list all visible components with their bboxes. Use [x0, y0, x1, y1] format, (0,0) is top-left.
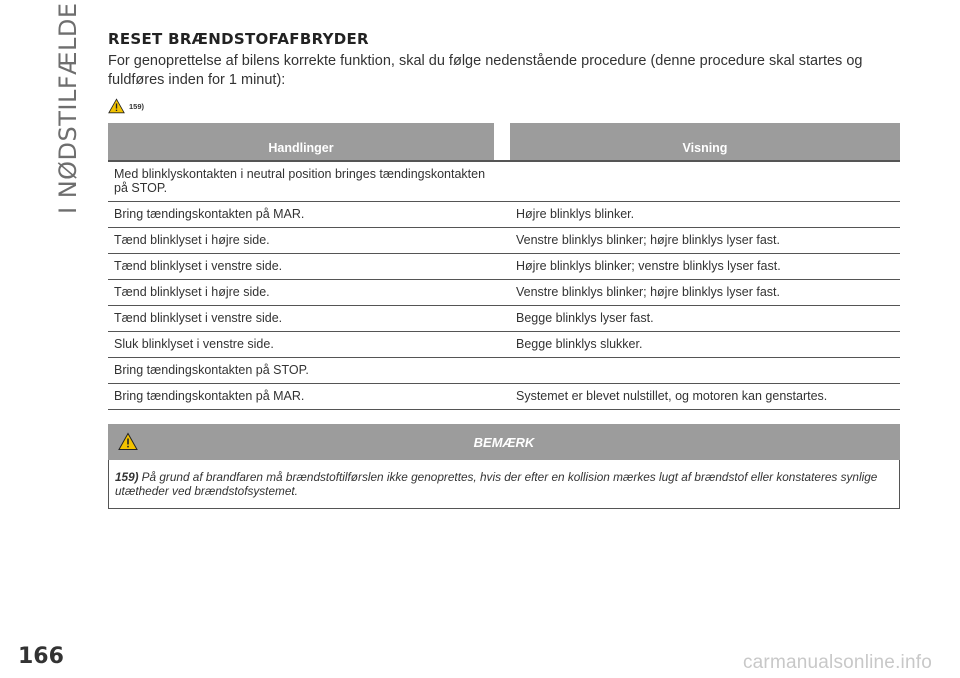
note-text: På grund af brandfaren må brændstoftilførslen ikke genoprettes, hvis der efter en kollision mærkes lugt af brændstof eller konstateres synlige utætheder ved brændstofsystemet. — [115, 470, 878, 498]
display-cell: Begge blinklys slukker. — [510, 332, 900, 358]
warning-ref-number: 159) — [129, 101, 145, 111]
display-cell: Højre blinklys blinker; venstre blinklys lyser fast. — [510, 254, 900, 280]
table-row — [108, 384, 900, 410]
header-gap — [494, 123, 510, 162]
warning-reference[interactable] — [108, 96, 900, 116]
table-row — [108, 332, 900, 358]
action-cell: Med blinklyskontakten i neutral position bringes tændingskontakten på STOP. — [108, 162, 494, 202]
table-row — [108, 254, 900, 280]
note-ref-number: 159) — [115, 470, 139, 484]
action-cell: Sluk blinklyset i venstre side. — [108, 332, 494, 358]
action-cell: Bring tændingskontakten på MAR. — [108, 384, 494, 410]
display-cell: Venstre blinklys blinker; højre blinklys lyser fast. — [510, 228, 900, 254]
display-cell: Højre blinklys blinker. — [510, 202, 900, 228]
action-cell: Bring tændingskontakten på MAR. — [108, 202, 494, 228]
action-cell: Tænd blinklyset i venstre side. — [108, 306, 494, 332]
action-cell: Tænd blinklyset i venstre side. — [108, 254, 494, 280]
table-row — [108, 306, 900, 332]
note-box — [108, 460, 900, 509]
page-content — [108, 30, 900, 509]
procedure-table — [108, 123, 900, 410]
display-cell: Systemet er blevet nulstillet, og motoren kan genstartes. — [510, 384, 900, 410]
action-cell: Bring tændingskontakten på STOP. — [108, 358, 494, 384]
table-row — [108, 280, 900, 306]
display-cell — [510, 162, 900, 202]
section-heading: RESET BRÆNDSTOFAFBRYDER — [108, 30, 369, 48]
section-side-title: I NØDSTILFÆLDE — [54, 2, 82, 214]
display-cell: Venstre blinklys blinker; højre blinklys lyser fast. — [510, 280, 900, 306]
display-cell — [510, 358, 900, 384]
display-cell: Begge blinklys lyser fast. — [510, 306, 900, 332]
header-actions: Handlinger — [108, 123, 494, 162]
header-display: Visning — [510, 123, 900, 162]
table-row — [108, 358, 900, 384]
action-cell: Tænd blinklyset i højre side. — [108, 228, 494, 254]
page-number: 166 — [18, 644, 64, 669]
watermark: carmanualsonline.info — [742, 652, 932, 673]
table-header-row — [108, 123, 900, 162]
note-label: BEMÆRK — [473, 435, 535, 450]
warning-triangle-icon — [108, 98, 125, 114]
action-cell: Tænd blinklyset i højre side. — [108, 280, 494, 306]
table-row — [108, 228, 900, 254]
note-header — [108, 424, 900, 460]
intro-paragraph: For genoprettelse af bilens korrekte funktion, skal du følge nedenstående procedure (denne procedure skal startes og fuldføres inden for 1 minut): — [108, 53, 863, 88]
table-row — [108, 162, 900, 202]
table-row — [108, 202, 900, 228]
